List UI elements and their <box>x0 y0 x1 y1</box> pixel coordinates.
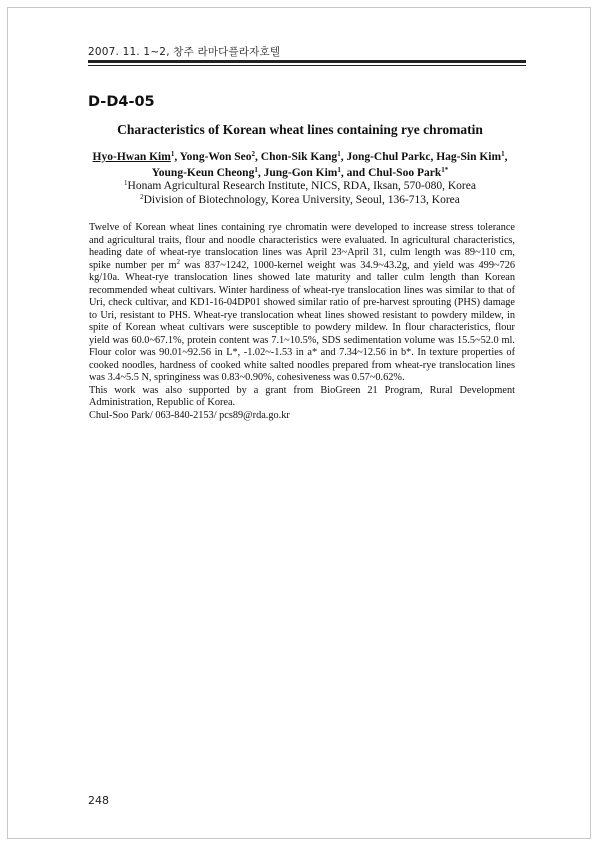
author-name: Jong-Chul Parkc <box>346 151 431 163</box>
author-affiliation-mark: 1 <box>337 166 341 174</box>
superscript: 2 <box>176 257 180 266</box>
affiliation-mark: 2 <box>140 193 144 201</box>
affiliation-text: Honam Agricultural Research Institute, NICS, RDA, Iksan, 570-080, Korea <box>127 180 476 192</box>
author-name: Chul-Soo Park <box>368 167 442 179</box>
author-affiliation-mark: 2 <box>251 150 256 158</box>
author-affiliation-mark: 1 <box>170 150 175 158</box>
abstract-code: D-D4-05 <box>88 94 155 110</box>
page-number: 248 <box>88 794 109 807</box>
author-name: Jung-Gon Kim <box>263 167 338 179</box>
affiliation-1 <box>60 180 540 192</box>
header-rule-thick <box>88 60 526 63</box>
author-name: Yong-Won Seo <box>179 151 252 163</box>
author-name: Chon-Sik Kang <box>260 151 338 163</box>
affiliation-2 <box>60 194 540 206</box>
author-affiliation-mark: 1* <box>441 166 449 174</box>
affiliation-text: Division of Biotechnology, Korea University, Seoul, 136-713, Korea <box>143 194 460 206</box>
abstract-text: was 837~1242, 1000-kernel weight was 34.9~43.2g, and yield was 499~726 kg/10a. Wheat-rye translocation lines showed late maturity and taller culm length than Korean recommended wheat cultivars. Winter hardiness of wheat-rye translocation lines was similar to that of Uri, check cultivar, and KD1-16-04DP01 showed similar ratio of pre-harvest sprouting (PHS) damage to Uri, resistant to PHS. Wheat-rye translocation wheat lines showed resistant to powdery mildew, in spite of Korean wheat cultivars were susceptible to powdery mildew. In flour characteristics, flour yield was 60.0~67.1%, protein content was 7.1~10.5%, SDS sedimentation volume was 15.5~52.0 ml. Flour color was 90.01~92.56 in L*, -1.02~-1.53 in a* and 7.34~12.56 in b*. In texture properties of cooked noodles, hardness of cooked white salted noodles prepared from wheat-rye translocation lines was 3.4~5.5 N, springiness was 0.83~0.90%, cohesiveness was 0.57~0.62%. <box>89 259 515 383</box>
affiliation-mark: 1 <box>124 179 128 187</box>
abstract-body <box>89 222 515 422</box>
author-affiliation-mark: 1 <box>501 150 505 158</box>
abstract-paragraph <box>89 222 515 385</box>
header-rule-thin <box>88 65 526 66</box>
author-name: Hyo-Hwan Kim <box>92 151 171 163</box>
author-list: Hyo-Hwan Kim$^1$, Yong-Won Seo$^2$, Chon-Sik Kang$^1$, Jong-Chul Parkc, Hag-Sin Kim$^1$, Young-Keun Cheong$^1$, Jung-Gon Kim$^1$, and Chul-Soo Park$^{1*}$ <box>92 150 508 179</box>
funding-note: This work was also supported by a grant from BioGreen 21 Program, Rural Development Administration, Republic of Korea. <box>89 384 515 408</box>
author-conjunction: and <box>346 167 366 179</box>
contact-line: Chul-Soo Park/ 063-840-2153/ pcs89@rda.go.kr <box>89 409 290 421</box>
author-affiliation-mark: 1 <box>337 150 341 158</box>
paper-title: Characteristics of Korean wheat lines containing rye chromatin <box>117 122 483 137</box>
author-name: Young-Keun Cheong <box>151 167 255 179</box>
author-affiliation-mark: 1 <box>254 166 258 174</box>
abstract-text: Twelve of Korean wheat lines containing rye chromatin were developed to increase stress tolerance and agricultural traits, flour and noodle characteristics were evaluated. In agricultural characteristics, heading date of wheat-rye translocation lines was April 23~April 31, culm length was 89~110 cm, spike number per m <box>89 222 515 271</box>
running-header: 2007. 11. 1~2, 창주 라마다플라자호텔 <box>88 46 281 58</box>
author-name: Hag-Sin Kim <box>436 151 502 163</box>
